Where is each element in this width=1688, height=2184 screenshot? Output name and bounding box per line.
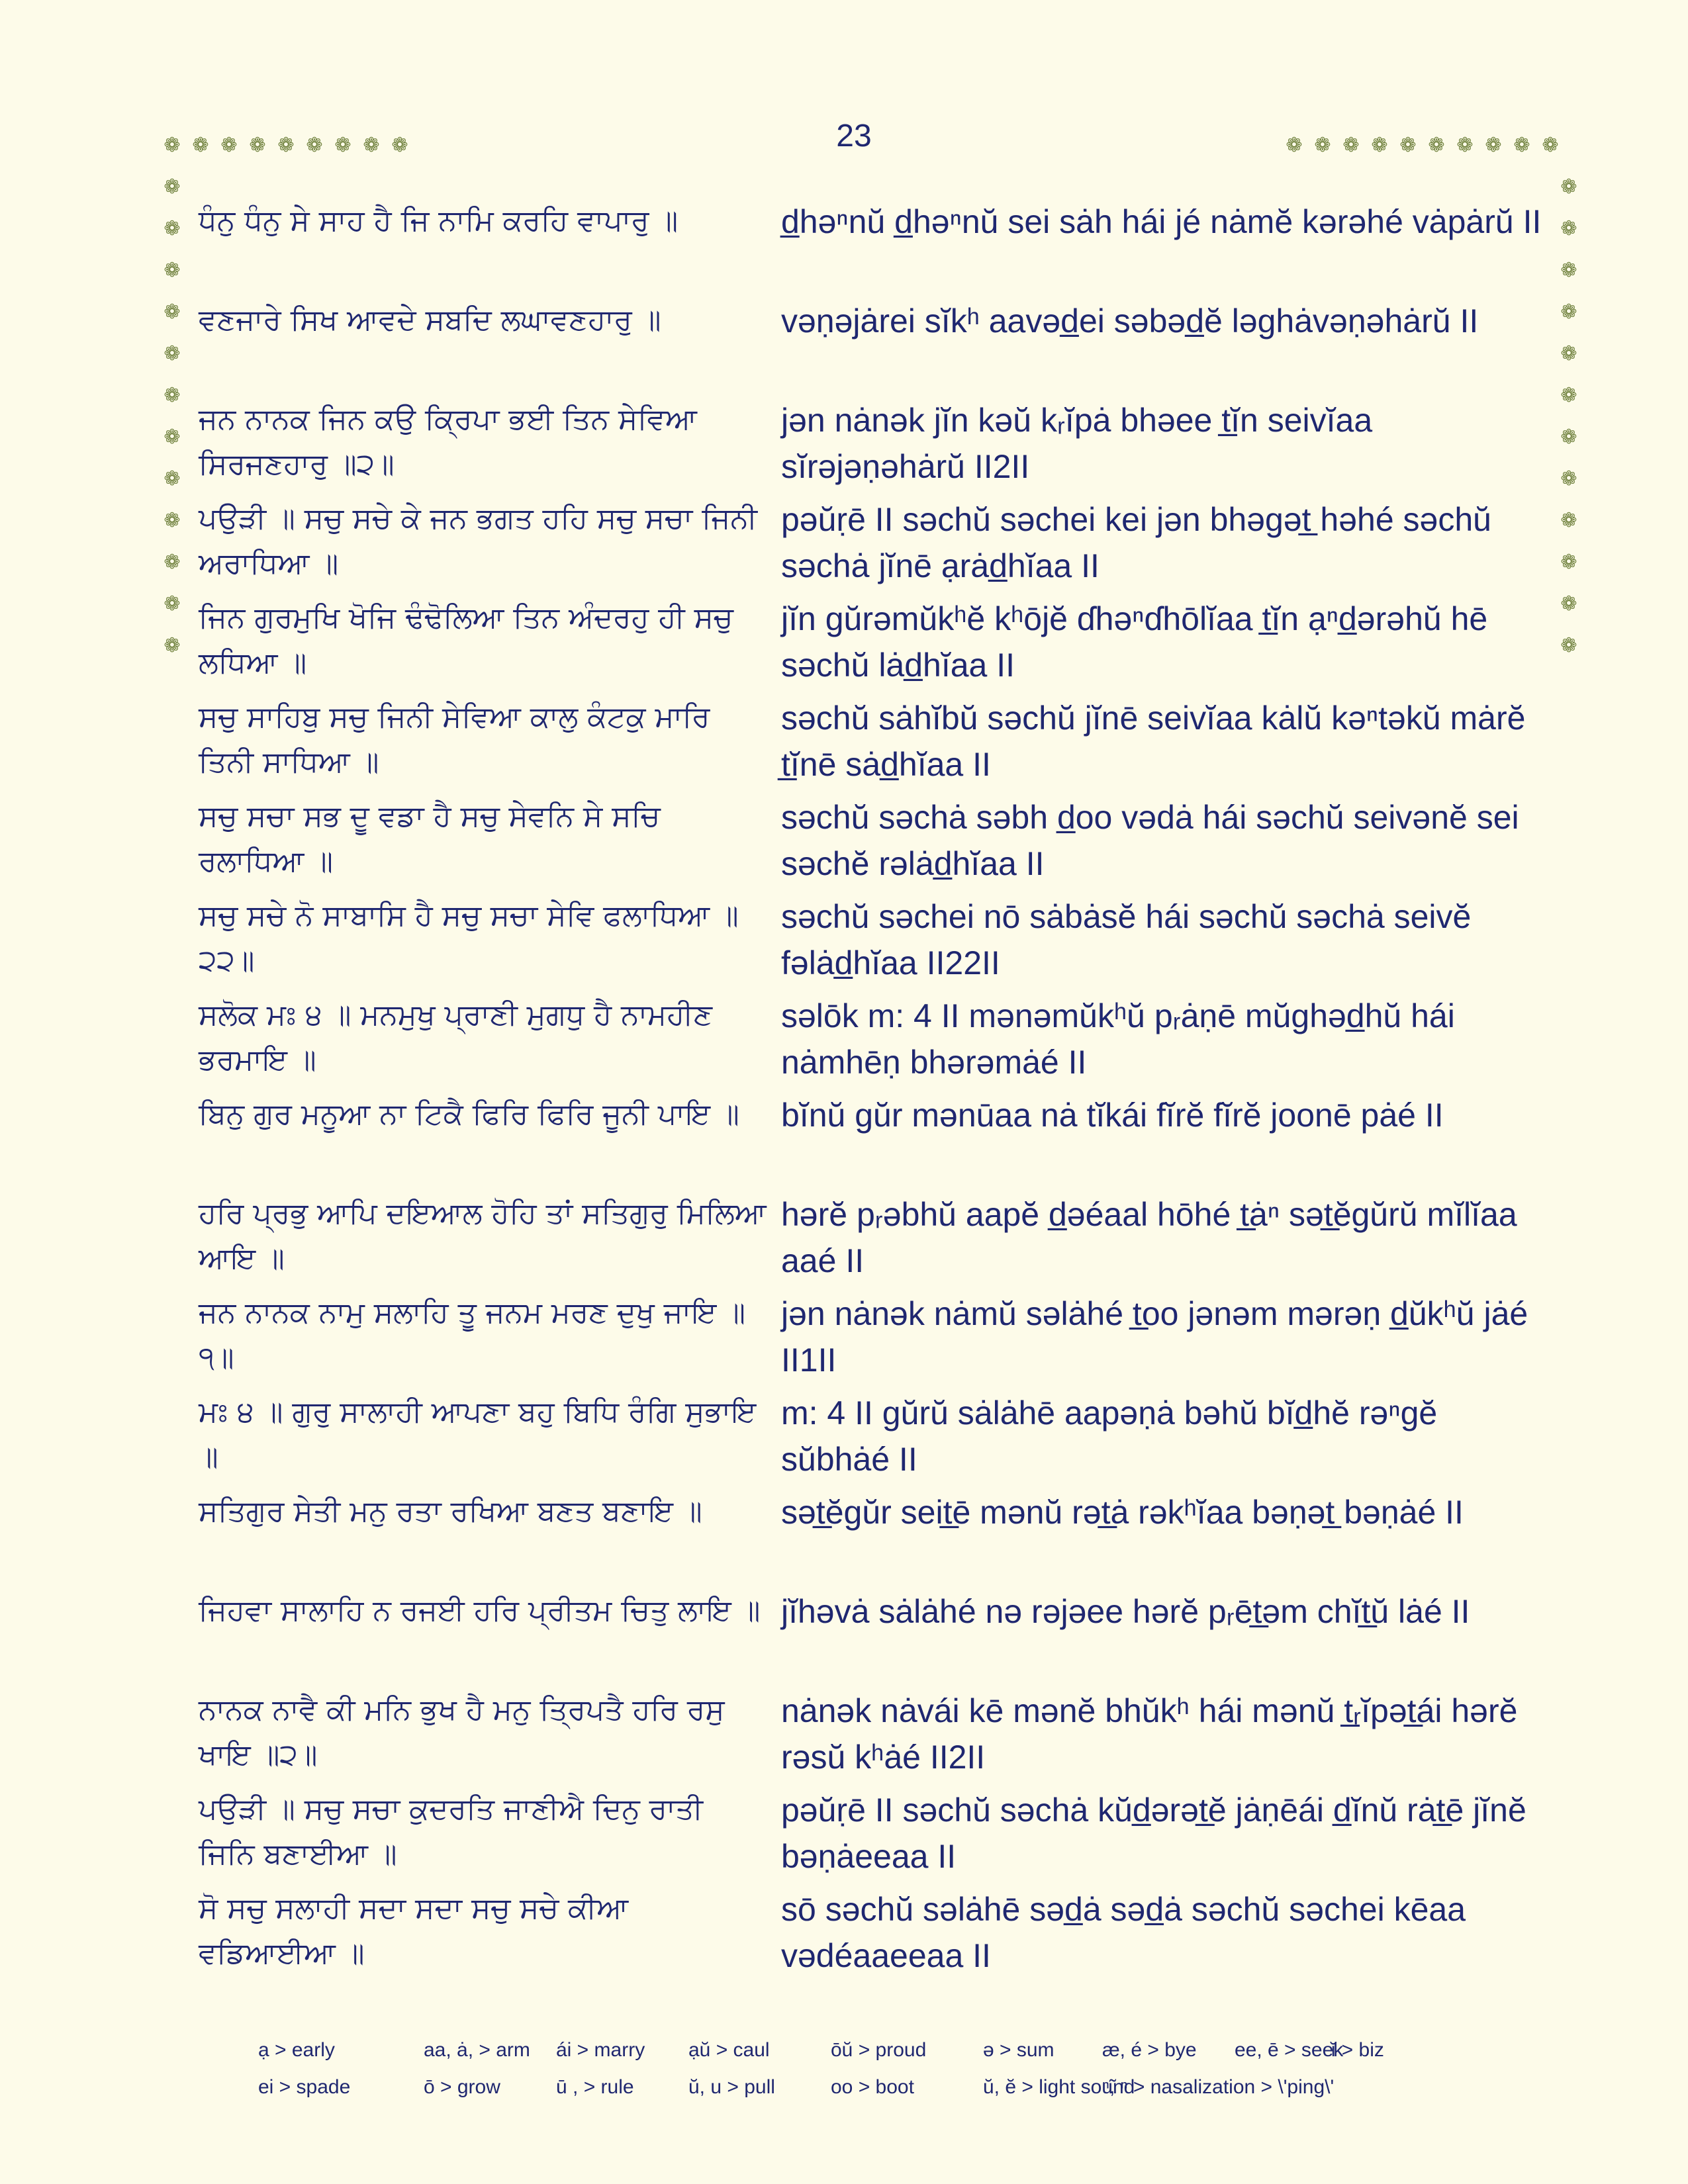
flower-ornament-icon: ❁	[1560, 467, 1577, 490]
transliteration-text: sǝchŭ sǝchȧ sǝbh d̲oo vǝdȧ hái sǝchŭ seivǝnĕ sei sǝchĕ rǝlȧd̲hĭaa II	[781, 799, 1519, 882]
flower-ornament-icon: ❁	[277, 134, 295, 157]
page-number: 23	[836, 118, 872, 154]
gurmukhi-text: ਜਿਹਵਾ ਸਾਲਾਹਿ ਨ ਰਜਈ ਹਰਿ ਪ੍ਰੀਤਮ ਚਿਤੁ ਲਾਇ ॥	[199, 1594, 761, 1627]
gurmukhi-text: ਜਿਨ ਗੁਰਮੁਖਿ ਖੋਜਿ ਢੰਢੋਲਿਆ ਤਿਨ ਅੰਦਰਹੁ ਹੀ ਸਚੁ ਲਧਿਆ ॥	[199, 601, 733, 680]
verse-row	[199, 397, 1542, 496]
flower-ornament-icon: ❁	[334, 134, 352, 157]
transliteration-text: pǝŭṛē II sǝchŭ sǝchȧ kŭd̲ǝrǝt̲ĕ jȧṇēái d̲ĭnŭ rȧt̲ē jĭnĕ bǝṇȧeeaa II	[781, 1792, 1526, 1875]
flower-ornament-icon: ❁	[1560, 384, 1577, 407]
verse-row	[199, 1390, 1542, 1489]
flower-ornament-icon: ❁	[1399, 134, 1417, 157]
flower-ornament-icon: ❁	[1542, 134, 1559, 157]
flower-ornament-icon: ❁	[306, 134, 323, 157]
flower-ornament-icon: ❁	[1560, 551, 1577, 574]
flower-ornament-icon: ❁	[1428, 134, 1445, 157]
flower-ornament-icon: ❁	[1560, 259, 1577, 282]
gurmukhi-text: ਵਣਜਾਰੇ ਸਿਖ ਆਵਦੇ ਸਬਦਿ ਲਘਾਵਣਹਾਰੁ ॥	[199, 303, 661, 337]
flower-ornament-icon: ❁	[363, 134, 380, 157]
flower-ornament-icon: ❁	[164, 342, 181, 365]
flower-ornament-icon: ❁	[220, 134, 238, 157]
flower-ornament-icon: ❁	[1560, 509, 1577, 532]
flower-ornament-icon: ❁	[192, 134, 209, 157]
transliteration-text: m: 4 II gŭrŭ sȧlȧhē aapǝṇȧ bǝhŭ bĭd̲hĕ rǝⁿgĕ sŭbhȧé II	[781, 1394, 1438, 1478]
verse-row	[199, 1092, 1542, 1191]
flower-ornament-icon: ❁	[164, 509, 181, 532]
gurmukhi-text: ਸੋ ਸਚੁ ਸਲਾਹੀ ਸਦਾ ਸਦਾ ਸਚੁ ਸਚੇ ਕੀਆ ਵਡਿਆਈਆ ॥	[199, 1891, 629, 1970]
flower-ornament-icon: ❁	[1560, 300, 1577, 324]
pronunciation-legend	[258, 2032, 1516, 2106]
transliteration-text: sǝchŭ sȧhĭbŭ sǝchŭ jĭnē seivĭaa kȧlŭ kǝⁿtǝkŭ mȧrĕ t̲ĭnē sȧd̲hĭaa II	[781, 700, 1526, 783]
gurmukhi-text: ਮਃ ੪ ॥ ਗੁਰੁ ਸਾਲਾਹੀ ਆਪਣਾ ਬਹੁ ਬਿਧਿ ਰੰਗਿ ਸੁਭਾਇ ॥	[199, 1395, 757, 1474]
transliteration-text: sǝt̲ĕgŭr seit̲ē mǝnŭ rǝt̲ȧ rǝkʰĭaa bǝṇǝt̲ bǝṇȧé II	[781, 1494, 1464, 1531]
flower-ornament-icon: ❁	[249, 134, 266, 157]
flower-ornament-icon: ❁	[164, 634, 181, 657]
verse-row	[199, 1886, 1542, 1985]
gurmukhi-text: ਨਾਨਕ ਨਾਵੈ ਕੀ ਮਨਿ ਭੁਖ ਹੈ ਮਨੁ ਤ੍ਰਿਪਤੈ ਹਰਿ ਰਸੁ ਖਾਇ ॥੨॥	[199, 1693, 725, 1772]
gurmukhi-text: ਪਉੜੀ ॥ ਸਚੁ ਸਚਾ ਕੁਦਰਤਿ ਜਾਣੀਐ ਦਿਨੁ ਰਾਤੀ ਜਿਨਿ ਬਣਾਈਆ ॥	[199, 1792, 703, 1871]
transliteration-text: nȧnǝk nȧvái kē mǝnĕ bhŭkʰ hái mǝnŭ t̲ᵣĭpǝt̲ái hǝrĕ rǝsŭ kʰȧé II2II	[781, 1692, 1518, 1776]
flower-ornament-icon: ❁	[164, 384, 181, 407]
verse-row	[199, 1688, 1542, 1787]
gurmukhi-text: ਸਚੁ ਸਚੇ ਨੋ ਸਾਬਾਸਿ ਹੈ ਸਚੁ ਸਚਾ ਸੇਵਿ ਫਲਾਧਿਆ ॥੨੨॥	[199, 899, 739, 978]
transliteration-text: jǝn nȧnǝk jĭn kǝŭ kᵣĭpȧ bhǝee t̲ĭn seivĭaa sĭrǝjǝṇǝhȧrŭ II2II	[781, 402, 1373, 485]
legend-item: æ, é > bye	[1102, 2039, 1197, 2061]
flower-ornament-icon: ❁	[1286, 134, 1303, 157]
flower-ornament-icon: ❁	[1560, 592, 1577, 615]
flower-ornament-icon: ❁	[1314, 134, 1331, 157]
gurmukhi-text: ਹਰਿ ਪ੍ਰਭੁ ਆਪਿ ਦਇਆਲ ਹੋਹਿ ਤਾਂ ਸਤਿਗੁਰੁ ਮਿਲਿਆ ਆਇ ॥	[199, 1197, 767, 1275]
transliteration-text: jĭhǝvȧ sȧlȧhé nǝ rǝjǝee hǝrĕ pᵣēt̲ǝm chĭt̲ŭ lȧé II	[781, 1593, 1470, 1630]
legend-row	[258, 2069, 1516, 2106]
legend-item: ŭ, u > pull	[688, 2076, 775, 2098]
gurmukhi-text: ਜਨ ਨਾਨਕ ਜਿਨ ਕਉ ਕ੍ਰਿਪਾ ਭਈ ਤਿਨ ਸੇਵਿਆ ਸਿਰਜਣਹਾਰੁ ॥੨॥	[199, 402, 697, 481]
verse-row	[199, 1787, 1542, 1886]
legend-item: ạ > early	[258, 2039, 335, 2061]
flower-ornament-icon: ❁	[1456, 134, 1474, 157]
legend-item: ō > grow	[424, 2076, 500, 2098]
verse-table	[199, 199, 1542, 1985]
legend-item: ⁿ̃, ⁿ > nasalization > \'ping\'	[1102, 2076, 1335, 2098]
gurmukhi-text: ਸਚੁ ਸਚਾ ਸਭ ਦੂ ਵਡਾ ਹੈ ਸਚੁ ਸੇਵਨਿ ਸੇ ਸਚਿ ਰਲਾਧਿਆ ॥	[199, 799, 661, 878]
verse-row	[199, 893, 1542, 993]
verse-row	[199, 298, 1542, 397]
transliteration-text: sǝlōk m: 4 II mǝnǝmŭkʰŭ pᵣȧṇē mŭghǝd̲hŭ hái nȧmhēṇ bhǝrǝmȧé II	[781, 997, 1455, 1081]
verse-row	[199, 993, 1542, 1092]
flower-ornament-icon: ❁	[164, 300, 181, 324]
legend-item: ĭ > biz	[1331, 2039, 1384, 2061]
flower-ornament-icon: ❁	[164, 426, 181, 449]
transliteration-text: jĭn gŭrǝmŭkʰĕ kʰōjĕ ɗhǝⁿɗhōlĭaa t̲ĭn ạⁿd̲ǝrǝhŭ hē sǝchŭ lȧd̲hĭaa II	[781, 600, 1488, 684]
legend-item: ōŭ > proud	[831, 2039, 927, 2061]
flower-ornament-icon: ❁	[1560, 426, 1577, 449]
legend-item: ŭ, ĕ > light sound	[983, 2076, 1135, 2098]
legend-item: ái > marry	[556, 2039, 645, 2061]
transliteration-text: pǝŭṛē II sǝchŭ sǝchei kei jǝn bhǝgǝt̲ hǝhé sǝchŭ sǝchȧ jĭnē ạrȧd̲hĭaa II	[781, 501, 1491, 584]
verse-row	[199, 1489, 1542, 1588]
transliteration-text: d̲hǝⁿnŭ d̲hǝⁿnŭ sei sȧh hái jé nȧmĕ kǝrǝhé vȧpȧrŭ II	[781, 203, 1542, 240]
gurmukhi-text: ਜਨ ਨਾਨਕ ਨਾਮੁ ਸਲਾਹਿ ਤੂ ਜਨਮ ਮਰਣ ਦੁਖੁ ਜਾਇ ॥੧॥	[199, 1296, 746, 1375]
flower-ornament-icon: ❁	[164, 551, 181, 574]
verse-row	[199, 1588, 1542, 1688]
verse-row	[199, 596, 1542, 695]
legend-item: ei > spade	[258, 2076, 351, 2098]
flower-ornament-icon: ❁	[1560, 342, 1577, 365]
flower-ornament-icon: ❁	[1485, 134, 1502, 157]
transliteration-text: sō sǝchŭ sǝlȧhē sǝd̲ȧ sǝd̲ȧ sǝchŭ sǝchei kēaa vǝdéaaeeaa II	[781, 1891, 1466, 1974]
legend-row	[258, 2032, 1516, 2069]
verse-row	[199, 1291, 1542, 1390]
gurmukhi-text: ਸਤਿਗੁਰ ਸੇਤੀ ਮਨੁ ਰਤਾ ਰਖਿਆ ਬਣਤ ਬਣਾਇ ॥	[199, 1494, 702, 1528]
legend-item: ạŭ > caul	[688, 2039, 770, 2061]
transliteration-text: vǝṇǝjȧrei sĭkʰ aavǝd̲ei sǝbǝd̲ĕ lǝghȧvǝṇǝhȧrŭ II	[781, 302, 1479, 340]
gurmukhi-text: ਬਿਨੁ ਗੁਰ ਮਨੂਆ ਨਾ ਟਿਕੈ ਫਿਰਿ ਫਿਰਿ ਜੂਨੀ ਪਾਇ ॥	[199, 1097, 739, 1131]
flower-ornament-icon: ❁	[1560, 217, 1577, 240]
gurmukhi-text: ਧੰਨੁ ਧੰਨੁ ਸੇ ਸਾਹ ਹੈ ਜਿ ਨਾਮਿ ਕਰਹਿ ਵਾਪਾਰੁ ॥	[199, 204, 679, 238]
verse-row	[199, 199, 1542, 298]
flower-ornament-icon: ❁	[1560, 634, 1577, 657]
flower-ornament-icon: ❁	[164, 175, 181, 199]
verse-row	[199, 496, 1542, 596]
gurmukhi-text: ਸਲੋਕ ਮਃ ੪ ॥ ਮਨਮੁਖੁ ਪ੍ਰਾਣੀ ਮੁਗਧੁ ਹੈ ਨਾਮਹੀਣ ਭਰਮਾਇ ॥	[199, 998, 713, 1077]
transliteration-text: bĭnŭ gŭr mǝnūaa nȧ tĭkái fĭrĕ fĭrĕ joonē pȧé II	[781, 1097, 1444, 1134]
flower-ornament-icon: ❁	[164, 467, 181, 490]
verse-row	[199, 794, 1542, 893]
flower-ornament-icon: ❁	[164, 592, 181, 615]
flower-ornament-icon: ❁	[1371, 134, 1388, 157]
legend-item: ǝ > sum	[983, 2039, 1055, 2061]
gurmukhi-text: ਸਚੁ ਸਾਹਿਬੁ ਸਚੁ ਜਿਨੀ ਸੇਵਿਆ ਕਾਲੁ ਕੰਟਕੁ ਮਾਰਿ ਤਿਨੀ ਸਾਧਿਆ ॥	[199, 700, 710, 779]
legend-item: ū , > rule	[556, 2076, 634, 2098]
flower-ornament-icon: ❁	[164, 217, 181, 240]
legend-item: ee, ē > seek	[1235, 2039, 1344, 2061]
transliteration-text: hǝrĕ pᵣǝbhŭ aapĕ d̲ǝéaal hōhé t̲ȧⁿ sǝt̲ĕgŭrŭ mĭlĭaa aaé II	[781, 1196, 1517, 1279]
flower-ornament-icon: ❁	[164, 259, 181, 282]
gurmukhi-text: ਪਉੜੀ ॥ ਸਚੁ ਸਚੇ ਕੇ ਜਨ ਭਗਤ ਹਹਿ ਸਚੁ ਸਚਾ ਜਿਨੀ ਅਰਾਧਿਆ ॥	[199, 502, 757, 580]
legend-item: oo > boot	[831, 2076, 914, 2098]
flower-ornament-icon: ❁	[1560, 175, 1577, 199]
flower-ornament-icon: ❁	[164, 134, 181, 157]
transliteration-text: jǝn nȧnǝk nȧmŭ sǝlȧhé t̲oo jǝnǝm mǝrǝṇ d̲ŭkʰŭ jȧé II1II	[781, 1295, 1528, 1379]
flower-ornament-icon: ❁	[1513, 134, 1530, 157]
flower-ornament-icon: ❁	[1342, 134, 1360, 157]
flower-ornament-icon: ❁	[391, 134, 408, 157]
legend-item: aa, ȧ, > arm	[424, 2039, 530, 2061]
verse-row	[199, 1191, 1542, 1291]
transliteration-text: sǝchŭ sǝchei nō sȧbȧsĕ hái sǝchŭ sǝchȧ seivĕ fǝlȧd̲hĭaa II22II	[781, 898, 1472, 981]
verse-row	[199, 695, 1542, 794]
